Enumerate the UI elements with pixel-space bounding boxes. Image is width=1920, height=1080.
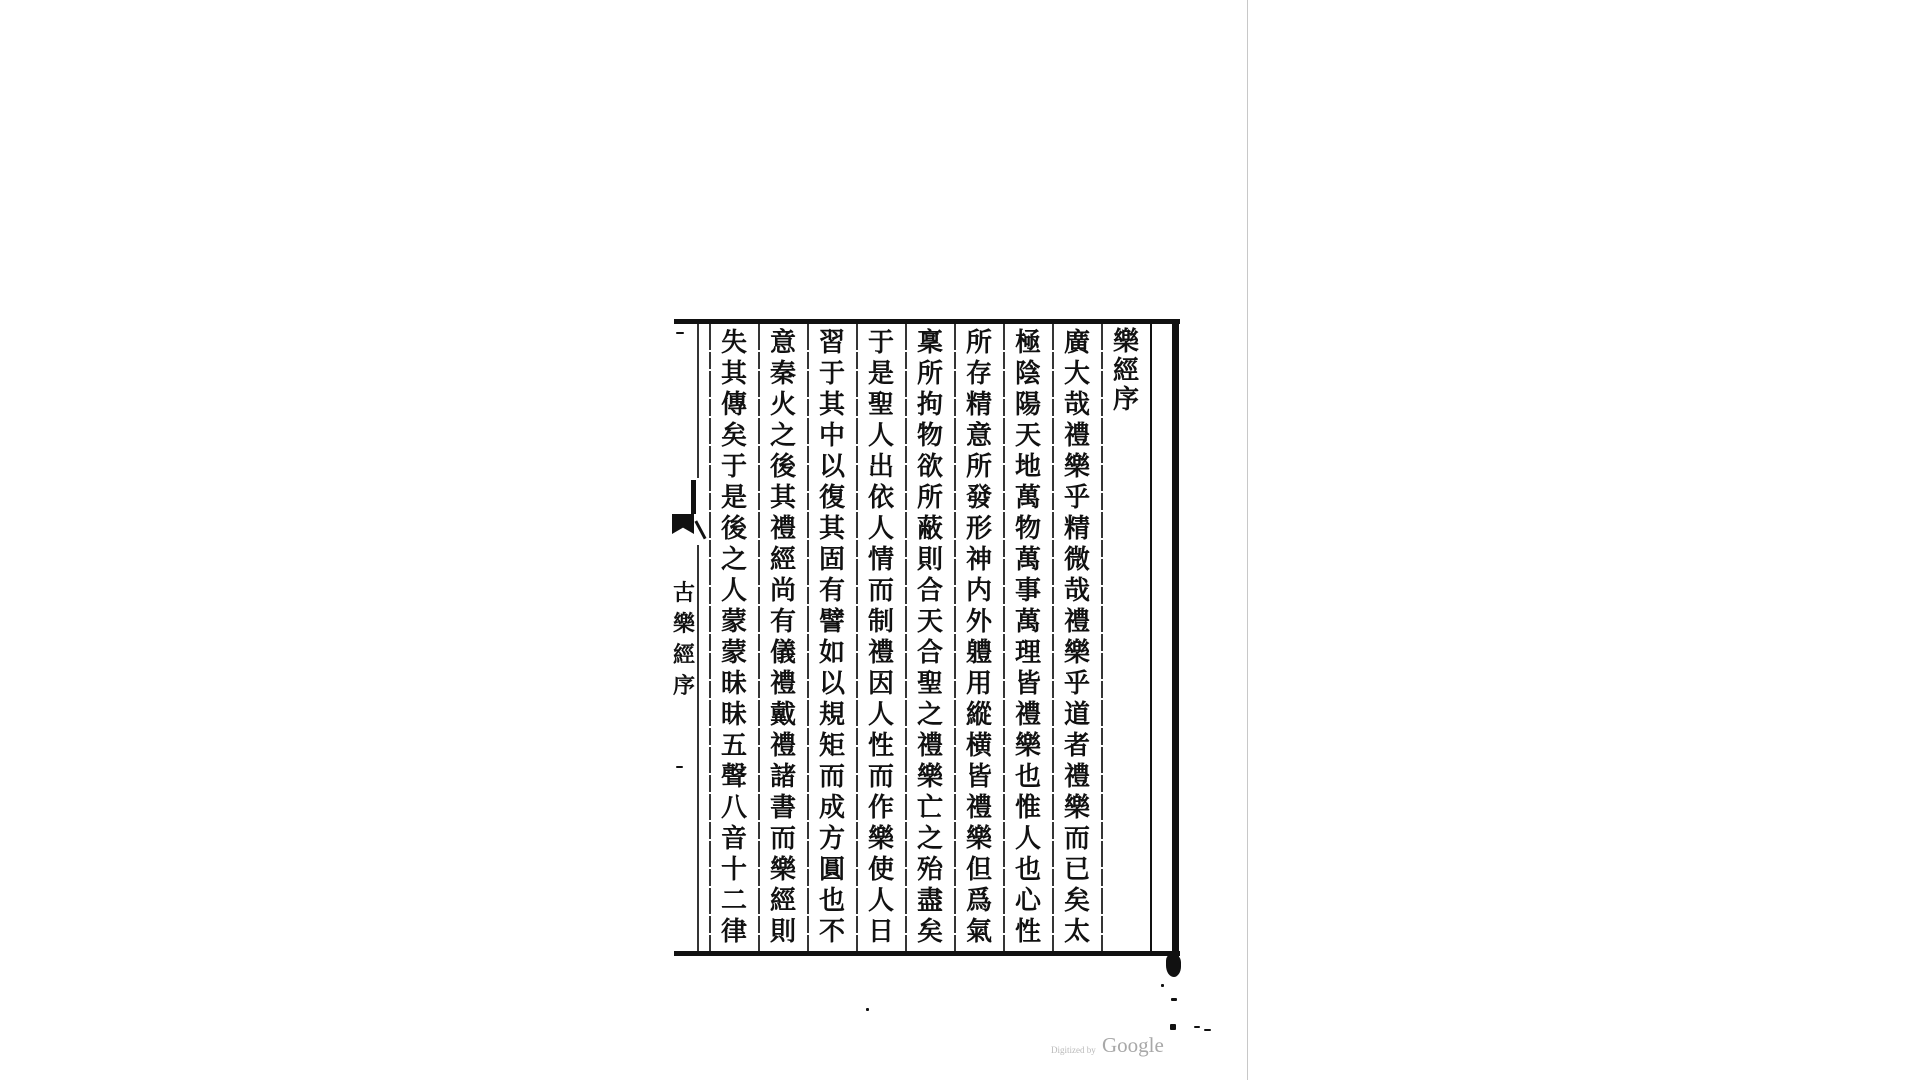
glyph: 方	[818, 824, 845, 854]
glyph: 之	[720, 545, 747, 575]
ink-speck	[676, 766, 683, 768]
glyph: 禮	[769, 514, 796, 544]
text-column-4	[906, 328, 954, 948]
glyph: 樂	[965, 824, 992, 854]
glyph: 禮	[916, 731, 943, 761]
glyph: 理	[1014, 638, 1041, 668]
glyph: 而	[867, 576, 894, 606]
glyph: 乎	[1063, 483, 1090, 513]
glyph: 聲	[720, 762, 747, 792]
glyph: 而	[1063, 824, 1090, 854]
glyph: 八	[720, 793, 747, 823]
glyph: 用	[965, 669, 992, 699]
glyph: 所	[965, 452, 992, 482]
page-edge-line	[1247, 0, 1248, 1080]
glyph: 尚	[769, 576, 796, 606]
glyph: 不	[818, 917, 845, 947]
glyph: 陽	[1014, 390, 1041, 420]
glyph: 人	[867, 700, 894, 730]
glyph: 樂	[1063, 638, 1090, 668]
glyph: 稟	[916, 328, 943, 358]
glyph: 音	[720, 824, 747, 854]
glyph: 書	[769, 793, 796, 823]
glyph: 萬	[1014, 545, 1041, 575]
glyph: 已	[1063, 855, 1090, 885]
glyph: 圓	[818, 855, 845, 885]
glyph: 軆	[965, 638, 992, 668]
glyph: 禮	[1014, 700, 1041, 730]
text-column-3	[955, 328, 1003, 948]
top-border	[674, 319, 1180, 324]
glyph: 拘	[916, 390, 943, 420]
glyph: 而	[867, 762, 894, 792]
glyph: 樂	[672, 611, 695, 637]
glyph: 序	[672, 673, 695, 699]
glyph: 後	[720, 514, 747, 544]
glyph: 太	[1063, 917, 1090, 947]
text-column-8	[710, 328, 758, 948]
glyph: 皆	[965, 762, 992, 792]
glyph: 如	[818, 638, 845, 668]
glyph: 其	[769, 483, 796, 513]
glyph: 以	[818, 452, 845, 482]
glyph: 人	[867, 886, 894, 916]
glyph: 形	[965, 514, 992, 544]
glyph: 二	[720, 886, 747, 916]
glyph: 則	[769, 917, 796, 947]
glyph: 古	[672, 580, 695, 606]
glyph: 儀	[769, 638, 796, 668]
glyph: 性	[867, 731, 894, 761]
glyph: 制	[867, 607, 894, 637]
glyph: 心	[1014, 886, 1041, 916]
glyph: 禮	[1063, 762, 1090, 792]
glyph: 依	[867, 483, 894, 513]
glyph: 禮	[769, 669, 796, 699]
glyph: 精	[965, 390, 992, 420]
glyph: 戴	[769, 700, 796, 730]
glyph: 矣	[1063, 886, 1090, 916]
glyph: 失	[720, 328, 747, 358]
glyph: 中	[818, 421, 845, 451]
glyph: 經	[1112, 356, 1139, 386]
glyph: 所	[965, 328, 992, 358]
glyph: 而	[818, 762, 845, 792]
glyph: 聖	[916, 669, 943, 699]
glyph: 殆	[916, 855, 943, 885]
glyph: 諸	[769, 762, 796, 792]
glyph: 天	[916, 607, 943, 637]
text-column-5	[857, 328, 905, 948]
glyph: 也	[1014, 855, 1041, 885]
glyph: 外	[965, 607, 992, 637]
ink-speck	[1170, 1024, 1176, 1030]
glyph: 則	[916, 545, 943, 575]
glyph: 因	[867, 669, 894, 699]
glyph: 使	[867, 855, 894, 885]
glyph: 精	[1063, 514, 1090, 544]
glyph: 五	[720, 731, 747, 761]
ink-speck	[1171, 998, 1177, 1001]
glyph: 神	[965, 545, 992, 575]
fold-label	[671, 578, 697, 702]
glyph: 爲	[965, 886, 992, 916]
glyph: 横	[965, 731, 992, 761]
glyph: 于	[720, 452, 747, 482]
glyph: 存	[965, 359, 992, 389]
glyph: 聖	[867, 390, 894, 420]
glyph: 也	[1014, 762, 1041, 792]
glyph: 萬	[1014, 483, 1041, 513]
glyph: 樂	[1112, 327, 1139, 357]
glyph: 發	[965, 483, 992, 513]
bottom-border	[674, 951, 1180, 956]
preface-title	[1102, 328, 1150, 415]
ink-blot	[1166, 955, 1181, 977]
text-column-1	[1053, 328, 1101, 948]
glyph: 其	[818, 390, 845, 420]
glyph: 規	[818, 700, 845, 730]
glyph: 意	[769, 328, 796, 358]
fold-line-lower	[697, 545, 699, 951]
glyph: 微	[1063, 545, 1090, 575]
glyph: 昧	[720, 700, 747, 730]
glyph: 合	[916, 638, 943, 668]
glyph: 傳	[720, 390, 747, 420]
glyph: 大	[1063, 359, 1090, 389]
glyph: 意	[965, 421, 992, 451]
glyph: 廣	[1063, 328, 1090, 358]
glyph: 物	[1014, 514, 1041, 544]
glyph: 之	[916, 824, 943, 854]
glyph: 有	[818, 576, 845, 606]
fold-line-upper	[697, 324, 699, 478]
glyph: 譬	[818, 607, 845, 637]
glyph: 人	[1014, 824, 1041, 854]
glyph: 惟	[1014, 793, 1041, 823]
glyph: 律	[720, 917, 747, 947]
glyph: 十	[720, 855, 747, 885]
glyph: 蒙	[720, 638, 747, 668]
glyph: 復	[818, 483, 845, 513]
ink-speck	[1194, 1026, 1200, 1028]
glyph: 其	[720, 359, 747, 389]
glyph: 陰	[1014, 359, 1041, 389]
glyph: 哉	[1063, 576, 1090, 606]
glyph: 盡	[916, 886, 943, 916]
glyph: 天	[1014, 421, 1041, 451]
glyph: 皆	[1014, 669, 1041, 699]
glyph: 者	[1063, 731, 1090, 761]
glyph: 出	[867, 452, 894, 482]
glyph: 有	[769, 607, 796, 637]
ink-speck	[866, 1008, 869, 1011]
glyph: 所	[916, 483, 943, 513]
glyph: 是	[720, 483, 747, 513]
glyph: 于	[867, 328, 894, 358]
glyph: 氣	[965, 917, 992, 947]
glyph: 極	[1014, 328, 1041, 358]
glyph: 物	[916, 421, 943, 451]
glyph: 樂	[1063, 793, 1090, 823]
glyph: 之	[916, 700, 943, 730]
glyph: 固	[818, 545, 845, 575]
glyph: 成	[818, 793, 845, 823]
glyph: 矣	[916, 917, 943, 947]
glyph: 樂	[1014, 731, 1041, 761]
glyph: 欲	[916, 452, 943, 482]
glyph: 人	[867, 421, 894, 451]
glyph: 哉	[1063, 390, 1090, 420]
glyph: 矩	[818, 731, 845, 761]
text-column-7	[759, 328, 807, 948]
text-column-6	[808, 328, 856, 948]
glyph: 蒙	[720, 607, 747, 637]
glyph: 地	[1014, 452, 1041, 482]
google-watermark: Google	[1102, 1033, 1164, 1057]
glyph: 乎	[1063, 669, 1090, 699]
glyph: 是	[867, 359, 894, 389]
glyph: 火	[769, 390, 796, 420]
glyph: 所	[916, 359, 943, 389]
glyph: 縱	[965, 700, 992, 730]
glyph: 情	[867, 545, 894, 575]
glyph: 樂	[1063, 452, 1090, 482]
glyph: 人	[867, 514, 894, 544]
glyph: 日	[867, 917, 894, 947]
fold-bar	[691, 480, 696, 514]
right-outer-border	[1172, 319, 1179, 957]
glyph: 也	[818, 886, 845, 916]
glyph: 禮	[1063, 421, 1090, 451]
glyph: 事	[1014, 576, 1041, 606]
glyph: 經	[769, 886, 796, 916]
glyph: 禮	[867, 638, 894, 668]
glyph: 樂	[916, 762, 943, 792]
watermark-prefix: Digitized by	[1051, 1045, 1096, 1055]
glyph: 秦	[769, 359, 796, 389]
glyph: 矣	[720, 421, 747, 451]
glyph: 之	[769, 421, 796, 451]
right-inner-border	[1150, 324, 1152, 951]
glyph: 習	[818, 328, 845, 358]
glyph: 以	[818, 669, 845, 699]
glyph: 序	[1112, 385, 1139, 415]
glyph: 經	[672, 642, 695, 668]
glyph: 而	[769, 824, 796, 854]
glyph: 内	[965, 576, 992, 606]
fishtail-stroke	[694, 521, 706, 540]
column-rule	[1101, 324, 1103, 951]
glyph: 性	[1014, 917, 1041, 947]
glyph: 合	[916, 576, 943, 606]
glyph: 昧	[720, 669, 747, 699]
glyph: 經	[769, 545, 796, 575]
glyph: 後	[769, 452, 796, 482]
glyph: 于	[818, 359, 845, 389]
glyph: 萬	[1014, 607, 1041, 637]
glyph: 禮	[1063, 607, 1090, 637]
glyph: 蔽	[916, 514, 943, 544]
glyph: 樂	[769, 855, 796, 885]
glyph: 禮	[965, 793, 992, 823]
glyph: 作	[867, 793, 894, 823]
glyph: 但	[965, 855, 992, 885]
glyph: 亡	[916, 793, 943, 823]
ink-speck	[676, 332, 684, 334]
text-column-2	[1004, 328, 1052, 948]
glyph: 道	[1063, 700, 1090, 730]
glyph: 其	[818, 514, 845, 544]
ink-speck	[1204, 1029, 1211, 1031]
glyph: 樂	[867, 824, 894, 854]
fishtail-mark	[672, 514, 694, 534]
ink-speck	[1161, 984, 1164, 987]
glyph: 禮	[769, 731, 796, 761]
glyph: 人	[720, 576, 747, 606]
